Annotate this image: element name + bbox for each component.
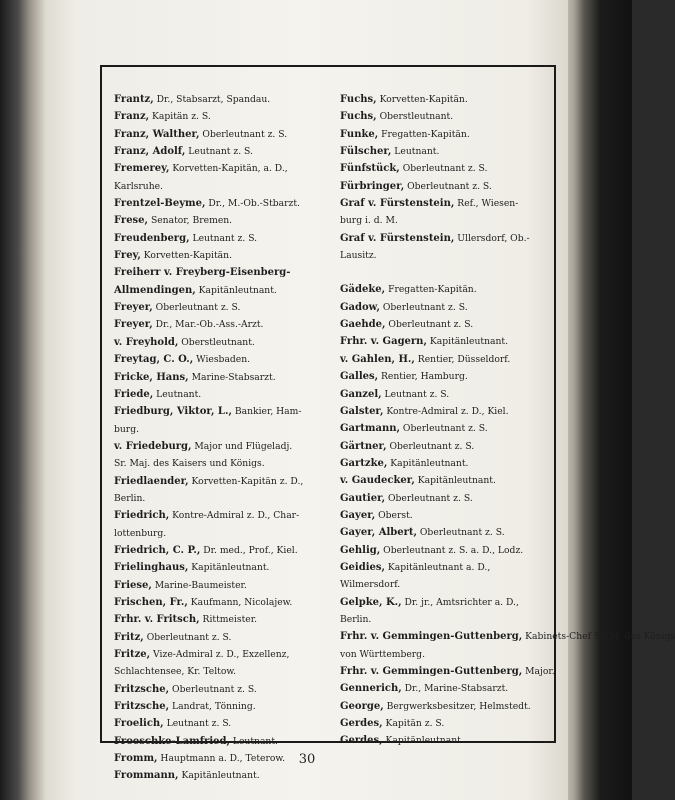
entry-detail: Landrat, Tönning. — [169, 701, 256, 713]
entry-detail: Korvetten-Kapitän z. D., — [188, 475, 304, 487]
directory-entry — [340, 524, 554, 541]
directory-entry — [340, 403, 554, 420]
directory-entry — [340, 195, 554, 212]
entry-detail: Oberstleutnant. — [178, 336, 255, 348]
entry-name: v. Gaudecker, — [340, 475, 415, 487]
entry-detail: Kapitänleutnant. — [387, 457, 469, 469]
directory-entry — [114, 473, 334, 490]
entry-continuation: Schlachtensee, Kr. Teltow. — [114, 666, 237, 678]
entry-name: Gayer, — [340, 509, 376, 521]
entry-name: Froeschke-Lamfried, — [114, 735, 230, 747]
directory-entry — [114, 507, 334, 524]
entry-detail: Oberleutnant z. S. — [379, 301, 468, 313]
directory-entry — [114, 212, 334, 229]
directory-entry — [114, 299, 334, 316]
directory-entry — [114, 143, 334, 160]
directory-entry — [340, 420, 554, 437]
entry-detail: Kapitänleutnant. — [188, 562, 270, 574]
entry-detail: Kapitänleutnant. — [382, 735, 464, 747]
directory-entry — [114, 733, 334, 750]
entry-name: Fritze, — [114, 649, 151, 660]
directory-entry — [340, 542, 554, 559]
entry-name: Friedlaender, — [114, 475, 189, 487]
entry-continuation: lottenburg. — [114, 527, 167, 539]
directory-entry — [114, 681, 334, 698]
entry-name: Galles, — [340, 371, 379, 383]
directory-entry — [340, 680, 554, 697]
directory-entry — [114, 611, 334, 628]
entry-name: Graf v. Fürstenstein, — [340, 198, 455, 210]
right-column — [340, 91, 675, 750]
entry-detail: Oberleutnant z. S. — [385, 319, 474, 331]
entry-detail: Hauptmann a. D., Teterow. — [157, 753, 286, 765]
entry-detail: Oberleutnant z. S. — [404, 180, 492, 192]
directory-entry — [340, 108, 554, 125]
book-page — [46, 0, 675, 800]
entry-detail: Oberleutnant z. S. — [386, 440, 475, 452]
entry-name: Frese, — [114, 215, 149, 227]
entry-detail: Dr., M.-Ob.-Stbarzt. — [205, 198, 300, 210]
entry-detail: Leutnant. — [391, 146, 440, 158]
entry-detail: Vize-Admiral z. D., Exzellenz, — [150, 649, 290, 660]
entry-detail: Oberleutnant z. S. a. D., Lodz. — [380, 544, 524, 556]
entry-detail: Leutnant z. S. — [163, 718, 232, 730]
entry-detail: Kaufmann, Nicolajew. — [187, 596, 293, 608]
entry-detail: Fregatten-Kapitän. — [378, 128, 470, 140]
entry-name: Gerdes, — [340, 735, 383, 747]
section-gap — [340, 264, 554, 281]
directory-entry — [340, 351, 554, 368]
directory-entry — [340, 368, 554, 385]
directory-entry — [340, 386, 554, 403]
directory-entry — [340, 126, 554, 143]
entry-name: Fritzsche, — [114, 683, 170, 695]
entry-detail: Korvetten-Kapitän. — [140, 250, 232, 262]
entry-name: Gädeke, — [340, 284, 386, 296]
entry-continuation: Sr. Maj. des Kaisers und Königs. — [114, 458, 265, 470]
entry-name: v. Friedeburg, — [114, 440, 192, 452]
entry-detail: Oberleutnant z. S. — [152, 302, 241, 314]
entry-name: Frischen, Fr., — [114, 596, 188, 608]
entry-name: Frielinghaus, — [114, 562, 189, 574]
directory-entry — [340, 663, 554, 680]
directory-entry — [340, 698, 554, 715]
entry-continuation: burg i. d. M. — [340, 215, 398, 227]
entry-name: Freyer, — [114, 302, 153, 314]
entry-name: Geidies, — [340, 561, 385, 573]
entry-name: Friedburg, Viktor, L., — [114, 406, 232, 418]
directory-entry — [340, 281, 554, 298]
entry-detail: Kontre-Admiral z. D., Kiel. — [383, 405, 509, 417]
directory-entry — [114, 282, 334, 299]
entry-continuation: Lausitz. — [340, 250, 377, 262]
directory-entry — [114, 386, 334, 403]
entry-detail: Kapitänleutnant a. D., — [384, 561, 491, 573]
entry-name: Gadow, — [340, 301, 380, 313]
entry-continuation: Berlin. — [114, 492, 146, 504]
entry-detail: Kontre-Admiral z. D., Char- — [169, 510, 300, 522]
page-number: 30 — [298, 752, 316, 767]
entry-detail: Oberleutnant z. S. — [399, 163, 488, 175]
directory-entry — [340, 507, 554, 524]
entry-name: Galster, — [340, 405, 384, 417]
entry-name: Frey, — [114, 250, 141, 262]
entry-detail: Oberleutnant z. S. — [400, 423, 488, 435]
entry-detail: Wiesbaden. — [193, 354, 251, 366]
entry-name: Fritzsche, — [114, 701, 170, 713]
directory-entry — [114, 594, 334, 611]
directory-entry — [114, 160, 334, 177]
entry-detail: Leutnant z. S. — [185, 146, 253, 158]
entry-name: Fremerey, — [114, 163, 170, 175]
entry-detail: Dr., Marine-Stabsarzt. — [401, 683, 509, 695]
entry-detail: Oberleutnant z. S. — [199, 128, 288, 140]
directory-entry — [340, 178, 554, 195]
directory-entry — [114, 629, 334, 646]
entry-continuation: burg. — [114, 423, 139, 435]
entry-name: Gennerich, — [340, 683, 402, 695]
directory-entry — [340, 143, 554, 160]
entry-name: Franz, Walther, — [114, 128, 200, 140]
entry-detail: Kapitän z. S. — [382, 718, 445, 730]
entry-name: v. Freyhold, — [114, 336, 179, 348]
directory-entry — [340, 438, 554, 455]
entry-detail: Major. — [522, 666, 555, 677]
directory-entry — [114, 542, 334, 559]
entry-name: Freudenberg, — [114, 232, 190, 244]
entry-name: Freiherr v. Freyberg-Eisenberg- — [114, 267, 291, 279]
directory-entry — [340, 160, 554, 177]
directory-entry — [340, 559, 554, 576]
entry-name: Frhr. v. Gemmingen-Guttenberg, — [340, 666, 523, 677]
directory-entry — [114, 334, 334, 351]
directory-entry — [114, 403, 334, 420]
entry-detail: Leutnant. — [153, 388, 202, 400]
entry-name: Gartmann, — [340, 423, 400, 435]
entry-name: Gelpke, K., — [340, 596, 402, 608]
entry-detail: Oberleutnant z. S. — [143, 631, 232, 643]
directory-entry — [114, 577, 334, 594]
directory-entry — [114, 646, 334, 663]
entry-continuation: von Württemberg. — [340, 648, 425, 660]
entry-name: Froelich, — [114, 718, 164, 730]
entry-detail: Dr. jr., Amtsrichter a. D., — [401, 596, 519, 608]
directory-entry — [340, 316, 554, 333]
directory-entry — [114, 108, 334, 125]
entry-name: Freyer, — [114, 319, 153, 331]
entry-continuation: Karlsruhe. — [114, 180, 163, 192]
entry-name: v. Gahlen, H., — [340, 353, 415, 365]
entry-detail: Rittmeister. — [199, 614, 258, 626]
entry-name: Allmendingen, — [114, 284, 196, 296]
entry-detail: Ullersdorf, Ob.- — [454, 232, 530, 244]
entry-detail: Leutnant z. S. — [381, 388, 450, 400]
directory-entry — [340, 333, 554, 350]
entry-detail: Bankier, Ham- — [231, 406, 302, 418]
directory-entry — [340, 472, 554, 489]
directory-entry — [114, 316, 334, 333]
entry-name: Fuchs, — [340, 94, 377, 105]
entry-name: Gartzke, — [340, 457, 388, 469]
entry-detail: Dr., Stabsarzt, Spandau. — [153, 94, 271, 105]
directory-entry — [114, 767, 334, 784]
entry-detail: Kapitänleutnant. — [195, 284, 277, 296]
entry-name: Fülscher, — [340, 146, 392, 158]
entry-name: Gaehde, — [340, 319, 386, 331]
entry-name: Frhr. v. Gemmingen-Guttenberg, — [340, 631, 523, 643]
entry-detail: Ref., Wiesen- — [454, 198, 519, 210]
entry-name: Gehlig, — [340, 544, 381, 556]
entry-name: Gautier, — [340, 492, 386, 504]
entry-name: Frhr. v. Gagern, — [340, 336, 427, 348]
entry-detail: Leutnant. — [229, 735, 278, 747]
entry-detail: Oberleutnant z. S. — [385, 492, 473, 504]
book-binding-left — [0, 0, 48, 800]
entry-detail: Korvetten-Kapitän, a. D., — [169, 163, 288, 175]
entry-detail: Kapitänleutnant. — [414, 475, 496, 487]
directory-entry — [340, 91, 554, 108]
entry-detail: Bergwerksbesitzer, Helmstedt. — [383, 700, 531, 712]
entry-name: Fürbringer, — [340, 180, 405, 192]
directory-entry — [114, 351, 334, 368]
entry-detail: Marine-Stabsarzt. — [188, 371, 276, 383]
entry-name: Gayer, Albert, — [340, 527, 417, 539]
entry-name: Friedrich, C. P., — [114, 544, 201, 556]
directory-entry — [114, 195, 334, 212]
entry-detail: Kapitän z. S. — [149, 111, 211, 123]
entry-name: Fricke, Hans, — [114, 371, 189, 383]
entry-detail: Senator, Bremen. — [148, 215, 233, 227]
entry-detail: Oberstleutnant. — [376, 111, 454, 123]
entry-name: Freytag, C. O., — [114, 354, 194, 366]
entry-name: Frommann, — [114, 770, 179, 782]
entry-name: Ganzel, — [340, 388, 382, 400]
entry-name: Franz, — [114, 111, 150, 123]
entry-name: Fritz, — [114, 631, 144, 643]
entry-name: Fromm, — [114, 753, 158, 765]
directory-entry — [114, 438, 334, 455]
entry-detail: Rentier, Düsseldorf. — [414, 353, 511, 365]
entry-name: Friede, — [114, 388, 154, 400]
entry-detail: Oberleutnant z. S. — [416, 527, 505, 539]
entry-detail: Dr., Mar.-Ob.-Ass.-Arzt. — [152, 319, 264, 331]
entry-detail: Rentier, Hamburg. — [378, 371, 468, 383]
directory-entry — [340, 230, 554, 247]
entry-detail: Kabinets-Chef Sr. M. des Königs — [522, 631, 675, 643]
entry-name: Frentzel-Beyme, — [114, 198, 206, 210]
directory-entry — [114, 230, 334, 247]
directory-entry — [340, 715, 554, 732]
left-column — [114, 91, 334, 785]
directory-entry — [114, 369, 334, 386]
entry-detail: Marine-Baumeister. — [151, 579, 247, 591]
directory-entry — [114, 715, 334, 732]
entry-name: Frhr. v. Fritsch, — [114, 614, 200, 626]
directory-entry — [340, 299, 554, 316]
entry-detail: Korvetten-Kapitän. — [376, 94, 468, 105]
directory-entry — [114, 91, 334, 108]
entry-continuation: Wilmersdorf. — [340, 579, 401, 591]
entry-name: Graf v. Fürstenstein, — [340, 232, 455, 244]
entry-detail: Fregatten-Kapitän. — [385, 284, 477, 296]
entry-name: Fünfstück, — [340, 163, 400, 175]
entry-detail: Kapitänleutnant. — [426, 336, 509, 348]
entry-continuation: Berlin. — [340, 613, 372, 625]
entry-detail: Oberleutnant z. S. — [169, 683, 257, 695]
entry-name: Frantz, — [114, 94, 154, 105]
directory-entry — [114, 126, 334, 143]
directory-entry — [340, 455, 554, 472]
directory-entry — [114, 559, 334, 576]
entry-detail: Kapitänleutnant. — [178, 770, 260, 782]
entry-name: Gerdes, — [340, 718, 383, 730]
entry-name: George, — [340, 700, 384, 712]
entry-detail: Oberst. — [375, 509, 413, 521]
directory-entry — [114, 247, 334, 264]
entry-name: Funke, — [340, 128, 379, 140]
entry-name: Gärtner, — [340, 440, 387, 452]
directory-entry — [114, 264, 334, 281]
directory-entry — [340, 732, 554, 749]
directory-entry — [340, 594, 554, 611]
directory-entry — [114, 698, 334, 715]
entry-name: Friese, — [114, 579, 152, 591]
entry-detail: Dr. med., Prof., Kiel. — [200, 544, 298, 556]
directory-entry — [340, 628, 675, 645]
entry-detail: Leutnant z. S. — [189, 232, 258, 244]
entry-name: Fuchs, — [340, 111, 377, 123]
book-edge-right — [560, 0, 632, 800]
entry-detail: Major und Flügeladj. — [191, 440, 293, 452]
entry-name: Friedrich, — [114, 510, 170, 522]
entry-name: Franz, Adolf, — [114, 146, 186, 158]
directory-entry — [340, 490, 554, 507]
